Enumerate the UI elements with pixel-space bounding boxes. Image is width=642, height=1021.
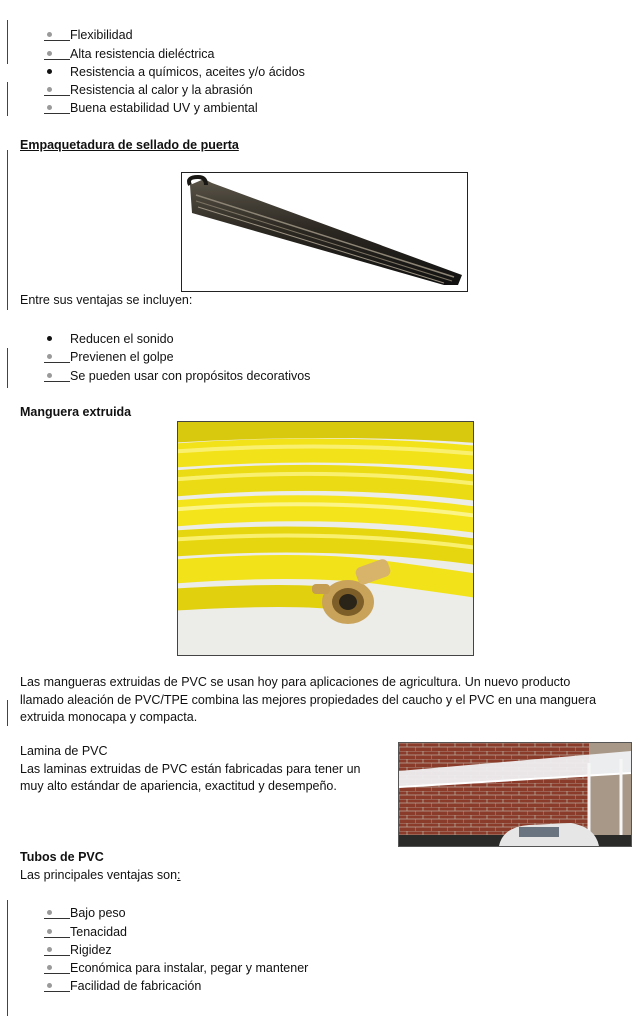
list-item-label: Reducen el sonido (70, 332, 174, 346)
change-bar (7, 20, 8, 64)
change-bar (7, 82, 8, 116)
bullet-dot (47, 983, 52, 988)
paragraph-line: Las mangueras extruidas de PVC se usan hoy para aplicaciones de agricultura. Un nuevo producto (20, 675, 571, 689)
pvc-sheet-image (398, 742, 632, 847)
list-item (44, 45, 215, 63)
bullet-dot (47, 965, 52, 970)
list-item-label: Resistencia al calor y la abrasión (70, 83, 253, 97)
paragraph-line: muy alto estándar de apariencia, exactitud y desempeño. (20, 779, 337, 793)
tubes-block (20, 849, 181, 884)
change-bar (7, 150, 8, 310)
list-item (44, 367, 310, 385)
list-item-label: Se pueden usar con propósitos decorativos (70, 369, 311, 383)
bullet-dot (47, 105, 52, 110)
change-bar (7, 900, 8, 1016)
list-item-label: Tenacidad (70, 925, 127, 939)
tubes-intro-colon: : (177, 867, 181, 882)
bullet-dot (47, 910, 52, 915)
list-item-label: Económica para instalar, pegar y mantener (70, 961, 309, 975)
bullet-dot (47, 51, 52, 56)
list-item-label: Previenen el golpe (70, 350, 174, 364)
section-heading-tubes: Tubos de PVC (20, 850, 104, 864)
list-item (44, 99, 258, 117)
bullet-dot (47, 929, 52, 934)
list-item (44, 959, 308, 977)
bullet-dot (47, 373, 52, 378)
door-seal-image (181, 172, 468, 292)
sheet-block (20, 743, 360, 796)
tubes-intro-text: Las principales ventajas son (20, 867, 178, 882)
list-item-label: Buena estabilidad UV y ambiental (70, 101, 258, 115)
list-item (44, 26, 133, 44)
list-item-label: Rigidez (70, 943, 112, 957)
list-item-label: Alta resistencia dieléctrica (70, 47, 215, 61)
paragraph-line: extruida monocapa y compacta. (20, 710, 198, 724)
door-seal-intro: Entre sus ventajas se incluyen: (20, 293, 193, 307)
list-item (44, 348, 174, 366)
bullet-dot (47, 947, 52, 952)
list-item-label: Resistencia a químicos, aceites y/o ácidos (70, 65, 305, 79)
list-item-label: Flexibilidad (70, 28, 133, 42)
list-item-label: Bajo peso (70, 906, 126, 920)
list-item (44, 923, 127, 941)
change-bar (7, 700, 8, 726)
list-item (44, 330, 174, 348)
sheet-title: Lamina de PVC (20, 744, 108, 758)
bullet-dot (47, 87, 52, 92)
list-item (44, 977, 201, 995)
bullet-dot (47, 336, 52, 341)
paragraph-line: llamado aleación de PVC/TPE combina las mejores propiedades del caucho y el PVC en una manguera (20, 692, 597, 707)
paragraph-line: Las laminas extruidas de PVC están fabricadas para tener un (20, 761, 361, 776)
tubes-intro (20, 867, 181, 885)
list-item (44, 63, 305, 81)
list-item (44, 941, 112, 959)
bullet-dot (47, 69, 52, 74)
bullet-dot (47, 354, 52, 359)
list-item (44, 904, 126, 922)
bullet-dot (47, 32, 52, 37)
change-bar (7, 348, 8, 388)
list-item (44, 81, 253, 99)
hose-image (177, 421, 474, 656)
list-item-label: Facilidad de fabricación (70, 979, 202, 993)
section-heading-door-seal: Empaquetadura de sellado de puerta (20, 138, 239, 152)
hose-paragraph (20, 674, 596, 727)
section-heading-hose: Manguera extruida (20, 405, 132, 419)
